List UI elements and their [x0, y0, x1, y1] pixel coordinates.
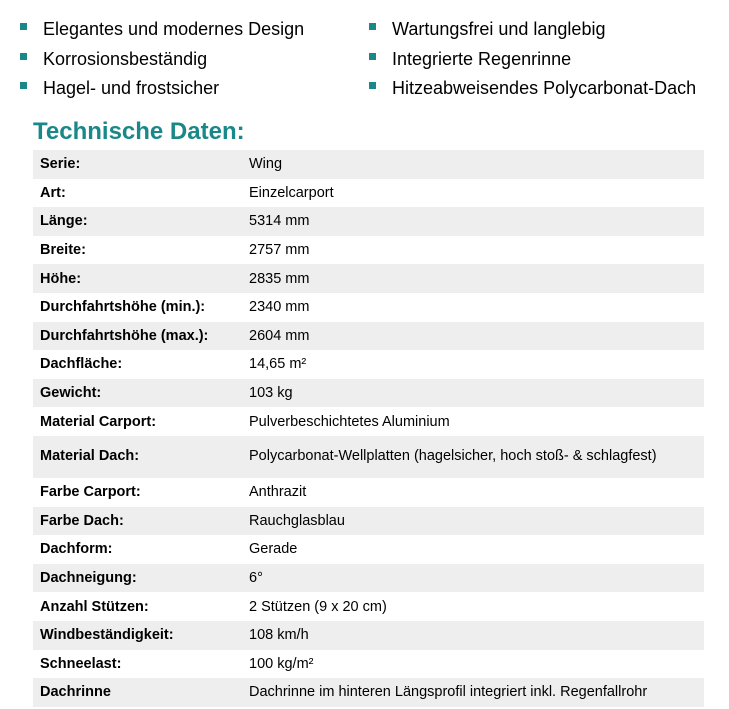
spec-label: Dachfläche:: [40, 356, 123, 373]
spec-label: Breite:: [40, 242, 86, 259]
spec-row: [33, 564, 704, 593]
square-bullet-icon: [369, 23, 376, 30]
spec-value: 6°: [249, 570, 263, 587]
square-bullet-icon: [20, 23, 27, 30]
square-bullet-icon: [20, 82, 27, 89]
spec-label: Farbe Carport:: [40, 484, 141, 501]
spec-label: Serie:: [40, 156, 81, 173]
spec-label: Material Dach:: [40, 448, 140, 465]
spec-row: [33, 478, 704, 507]
spec-label: Schneelast:: [40, 655, 122, 672]
specs-table-body: [33, 150, 704, 707]
spec-row: [33, 350, 704, 379]
spec-label: Durchfahrtshöhe (min.):: [40, 299, 206, 316]
feature-text: Elegantes und modernes Design: [43, 18, 305, 39]
spec-row: [33, 150, 704, 179]
spec-value: 5314 mm: [249, 213, 310, 230]
spec-row: [33, 436, 704, 478]
spec-value: 2340 mm: [249, 299, 310, 316]
spec-value: Pulverbeschichtetes Aluminium: [249, 413, 450, 430]
spec-row: [33, 535, 704, 564]
feature-item: [369, 45, 571, 73]
spec-value: Dachrinne im hinteren Längsprofil integriert inkl. Regenfallrohr: [249, 684, 648, 701]
spec-value: Einzelcarport: [249, 184, 334, 201]
spec-value: 2 Stützen (9 x 20 cm): [249, 598, 387, 615]
spec-value: Polycarbonat-Wellplatten (hagelsicher, hoch stoß- & schlagfest): [249, 448, 657, 465]
feature-text: Hagel- und frostsicher: [43, 77, 220, 98]
spec-label: Gewicht:: [40, 385, 102, 402]
spec-row: [33, 650, 704, 679]
spec-label: Material Carport:: [40, 413, 157, 430]
feature-list: [0, 0, 729, 110]
spec-value: 2604 mm: [249, 327, 310, 344]
spec-row: [33, 507, 704, 536]
feature-item: [20, 45, 207, 73]
spec-label: Anzahl Stützen:: [40, 598, 149, 615]
spec-label: Länge:: [40, 213, 88, 230]
spec-label: Dachform:: [40, 541, 113, 558]
spec-value: 103 kg: [249, 385, 293, 402]
spec-row: [33, 379, 704, 408]
feature-item: [20, 74, 219, 102]
feature-item: [20, 15, 304, 43]
spec-value: 2757 mm: [249, 242, 310, 259]
spec-label: Dachneigung:: [40, 570, 137, 587]
feature-text: Hitzeabweisendes Polycarbonat-Dach: [392, 77, 697, 98]
spec-row: [33, 179, 704, 208]
spec-row: [33, 592, 704, 621]
spec-row: [33, 678, 704, 707]
section-heading: Technische Daten:: [33, 118, 245, 145]
feature-item: [369, 74, 696, 102]
spec-label: Dachrinne: [40, 684, 111, 701]
spec-value: Gerade: [249, 541, 298, 558]
spec-row: [33, 293, 704, 322]
spec-row: [33, 236, 704, 265]
spec-row: [33, 207, 704, 236]
spec-value: 14,65 m²: [249, 356, 307, 373]
spec-value: 100 kg/m²: [249, 655, 314, 672]
spec-label: Farbe Dach:: [40, 512, 124, 529]
spec-row: [33, 407, 704, 436]
spec-value: Wing: [249, 156, 283, 173]
spec-row: [33, 264, 704, 293]
specs-table: [33, 150, 704, 707]
square-bullet-icon: [20, 53, 27, 60]
feature-text: Korrosionsbeständig: [43, 48, 208, 69]
spec-value: 2835 mm: [249, 270, 310, 287]
spec-label: Windbeständigkeit:: [40, 627, 174, 644]
spec-label: Durchfahrtshöhe (max.):: [40, 327, 209, 344]
square-bullet-icon: [369, 53, 376, 60]
spec-value: Anthrazit: [249, 484, 307, 501]
spec-label: Art:: [40, 184, 66, 201]
spec-row: [33, 322, 704, 351]
square-bullet-icon: [369, 82, 376, 89]
feature-text: Integrierte Regenrinne: [392, 48, 572, 69]
spec-label: Höhe:: [40, 270, 82, 287]
feature-text: Wartungsfrei und langlebig: [392, 18, 606, 39]
feature-item: [369, 15, 605, 43]
spec-row: [33, 621, 704, 650]
spec-value: Rauchglasblau: [249, 512, 345, 529]
spec-value: 108 km/h: [249, 627, 309, 644]
